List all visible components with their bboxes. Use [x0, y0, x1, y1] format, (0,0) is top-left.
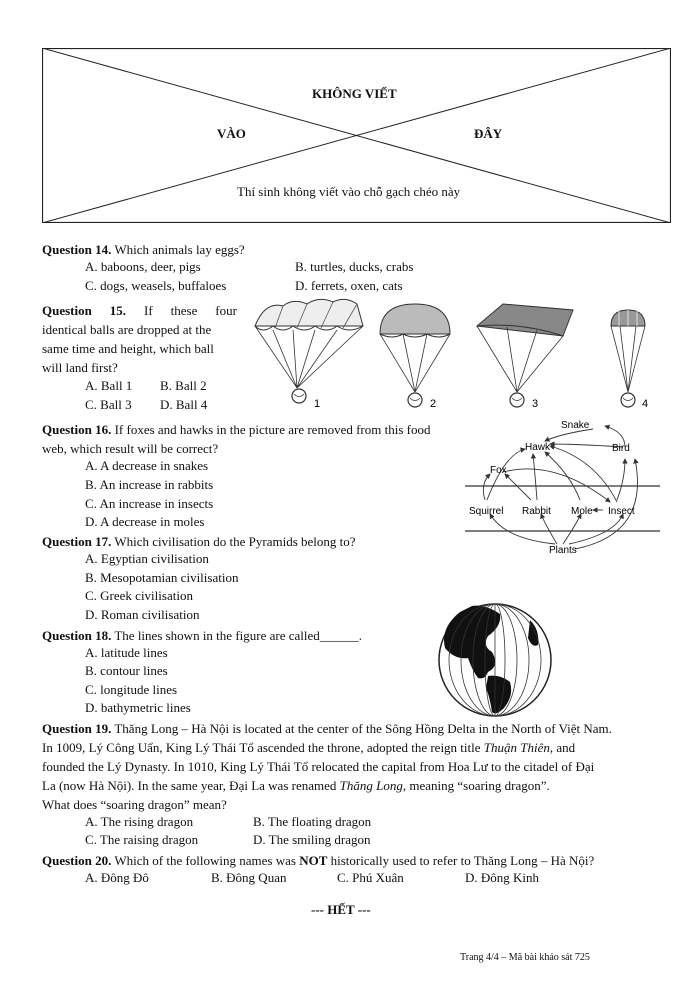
- question-emphasis: NOT: [299, 853, 328, 868]
- q14-option-a[interactable]: A. baboons, deer, pigs: [85, 259, 201, 274]
- question-label: Question: [42, 303, 92, 318]
- text-line: identical balls are dropped at the: [42, 322, 212, 337]
- q19-line2-end: , and: [549, 740, 576, 755]
- q19-line3: founded the Lý Dynasty. In 1010, King Lý Thái Tổ relocated the capital from Hoa Lư to the citadel of Đại: [42, 759, 595, 774]
- food-web-bird: Bird: [612, 443, 630, 454]
- question-number: 15.: [109, 303, 127, 318]
- q15-option-d[interactable]: D. Ball 4: [160, 397, 208, 412]
- question-text: Which animals lay eggs?: [114, 242, 245, 257]
- question-text: Which civilisation do the Pyramids belong to?: [114, 534, 356, 549]
- q17-option-b[interactable]: B. Mesopotamian civilisation: [85, 570, 239, 585]
- parachutes-figure: [245, 296, 665, 416]
- question-text: If foxes and hawks in the picture are removed from this food: [114, 422, 431, 437]
- q17-option-d[interactable]: D. Roman civilisation: [85, 607, 200, 622]
- figure-label-4: 4: [642, 398, 649, 410]
- question-15: [42, 301, 237, 377]
- box-text-day: ĐÂY: [474, 126, 503, 141]
- no-write-box: [42, 48, 671, 223]
- q20-option-c[interactable]: C. Phú Xuân: [337, 870, 404, 885]
- q16-option-d[interactable]: D. A decrease in moles: [85, 514, 205, 529]
- food-web-snake: Snake: [561, 420, 590, 431]
- food-web-fox: Fox: [490, 465, 507, 476]
- q18-option-d[interactable]: D. bathymetric lines: [85, 700, 191, 715]
- q20-option-b[interactable]: B. Đông Quan: [211, 870, 287, 885]
- parachute-1: [255, 299, 363, 403]
- food-web-squirrel: Squirrel: [469, 506, 504, 517]
- box-text-khong-viet: KHÔNG VIẾT: [312, 86, 397, 101]
- text-word: four: [215, 303, 237, 318]
- question-label: Question 18.: [42, 628, 112, 643]
- question-label: Question 19.: [42, 721, 112, 736]
- food-web-figure: [465, 414, 665, 562]
- figure-label-3: 3: [532, 398, 539, 410]
- q19-thang-long: Thăng Long: [339, 778, 403, 793]
- q17-option-c[interactable]: C. Greek civilisation: [85, 588, 193, 603]
- question-19: [42, 719, 657, 814]
- q19-line1: Thăng Long – Hà Nội is located at the center of the Sông Hồng Delta in the North of Việt Nam.: [114, 721, 612, 736]
- question-14: [42, 240, 245, 259]
- question-label: Question 20.: [42, 853, 112, 868]
- question-label: Question 16.: [42, 422, 112, 437]
- figure-label-1: 1: [314, 398, 321, 410]
- q19-line4: La (now Hà Nội). In the same year, Đại La was renamed: [42, 778, 340, 793]
- question-text: Which of the following names was: [114, 853, 300, 868]
- q14-option-c[interactable]: C. dogs, weasels, buffaloes: [85, 278, 227, 293]
- food-web-mole: Mole: [571, 506, 593, 517]
- page-footer: Trang 4/4 – Mã bài khảo sát 725: [460, 952, 590, 963]
- end-marker: --- HẾT ---: [311, 902, 371, 917]
- parachute-4: [611, 310, 645, 407]
- q18-option-b[interactable]: B. contour lines: [85, 663, 168, 678]
- question-18: [42, 626, 362, 645]
- text-word: these: [170, 303, 198, 318]
- q19-line2: In 1009, Lý Công Uẩn, King Lý Thái Tổ ascended the throne, adopted the reign title: [42, 740, 484, 755]
- text-line: will land first?: [42, 360, 118, 375]
- q16-option-b[interactable]: B. An increase in rabbits: [85, 477, 214, 492]
- food-web-hawk: Hawk: [525, 442, 551, 453]
- food-web-rabbit: Rabbit: [522, 506, 551, 517]
- q19-option-b[interactable]: B. The floating dragon: [253, 814, 372, 829]
- question-label: Question 14.: [42, 242, 112, 257]
- q15-option-b[interactable]: B. Ball 2: [160, 378, 207, 393]
- question-text-end: historically used to refer to Thăng Long – Hà Nội?: [327, 853, 595, 868]
- text-line: same time and height, which ball: [42, 341, 214, 356]
- q19-option-d[interactable]: D. The smiling dragon: [253, 832, 371, 847]
- q17-option-a[interactable]: A. Egyptian civilisation: [85, 551, 209, 566]
- question-text-2: web, which result will be correct?: [42, 441, 219, 456]
- q20-option-a[interactable]: A. Đông Đô: [85, 870, 149, 885]
- food-web-insect: Insect: [608, 506, 635, 517]
- q19-reign-title: Thuận Thiên: [483, 740, 550, 755]
- food-web-plants: Plants: [549, 545, 577, 556]
- question-text: The lines shown in the figure are called______.: [114, 628, 363, 643]
- q19-line4-end: , meaning “soaring dragon”.: [402, 778, 550, 793]
- q18-option-c[interactable]: C. longitude lines: [85, 682, 178, 697]
- q19-question: What does “soaring dragon” mean?: [42, 797, 227, 812]
- q19-option-a[interactable]: A. The rising dragon: [85, 814, 194, 829]
- globe-figure: [430, 600, 560, 720]
- question-20: [42, 851, 594, 870]
- q15-option-c[interactable]: C. Ball 3: [85, 397, 132, 412]
- q20-option-d[interactable]: D. Đông Kinh: [465, 870, 540, 885]
- box-note: Thí sinh không viết vào chỗ gạch chéo này: [237, 184, 461, 199]
- q19-option-c[interactable]: C. The raising dragon: [85, 832, 199, 847]
- box-text-vao: VÀO: [217, 126, 246, 141]
- q15-option-a[interactable]: A. Ball 1: [85, 378, 133, 393]
- q16-option-a[interactable]: A. A decrease in snakes: [85, 458, 209, 473]
- q18-option-a[interactable]: A. latitude lines: [85, 645, 168, 660]
- question-17: [42, 532, 356, 551]
- question-label: Question 17.: [42, 534, 112, 549]
- q14-option-b[interactable]: B. turtles, ducks, crabs: [295, 259, 414, 274]
- parachute-3: [477, 304, 573, 407]
- q14-option-d[interactable]: D. ferrets, oxen, cats: [295, 278, 403, 293]
- text-word: If: [144, 303, 153, 318]
- parachute-2: [380, 304, 450, 407]
- question-16: [42, 420, 430, 458]
- q16-option-c[interactable]: C. An increase in insects: [85, 496, 214, 511]
- figure-label-2: 2: [430, 398, 437, 410]
